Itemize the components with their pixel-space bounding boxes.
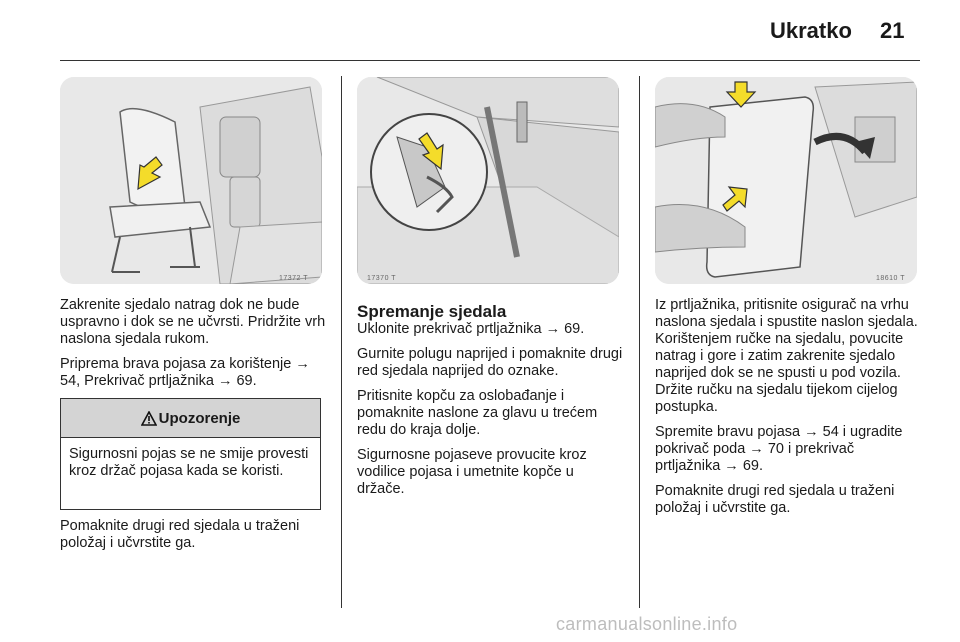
paragraph: Zakrenite sjedalo natrag dok ne bude uspravno i dok se ne učvrsti. Pridržite vrh naslona sjedala rukom.: [60, 297, 326, 347]
paragraph: Spremite bravu pojasa → 54 i ugradite pokrivač poda → 70 i prekrivač prtljažnika → 69.: [655, 424, 903, 474]
column-2: [357, 302, 625, 506]
figure-id: 17370 T: [367, 275, 397, 282]
warning-triangle-icon: [141, 411, 157, 426]
column-divider: [639, 76, 640, 608]
paragraph: Priprema brava pojasa za korištenje → 54, Prekrivač prtljažnika → 69.: [60, 356, 310, 389]
figure-belt-buckle: [357, 77, 619, 284]
watermark: carmanualsonline.info: [556, 614, 738, 634]
paragraph: Pomaknite drugi red sjedala u traženi položaj i učvrstite ga.: [60, 518, 300, 551]
warning-title: Upozorenje: [158, 409, 241, 427]
column-3: [655, 297, 921, 525]
column-divider: [341, 76, 342, 608]
warning-box: [60, 398, 321, 510]
figure-seat-stowing: [655, 77, 917, 284]
warning-text: Sigurnosni pojas se ne smije provesti kroz držač pojasa kada se koristi.: [69, 446, 309, 479]
figure-id: 17372 T: [278, 275, 308, 282]
page-number: 21: [880, 18, 905, 43]
paragraph: Pomaknite drugi red sjedala u traženi položaj i učvrstite ga.: [655, 483, 895, 516]
paragraph: Sigurnosne pojaseve provucite kroz vodilice pojasa i umetnite kopče u držače.: [357, 447, 587, 497]
section-heading: Spremanje sjedala: [357, 302, 507, 321]
page-title: Ukratko: [770, 18, 852, 43]
warning-header: [61, 399, 320, 438]
figure-seat-upright: [60, 77, 322, 284]
paragraph: Uklonite prekrivač prtljažnika → 69.: [357, 321, 585, 337]
paragraph: Gurnite polugu naprijed i pomaknite drugi red sjedala naprijed do oznake.: [357, 346, 623, 379]
figure-id: 18610 T: [875, 275, 905, 282]
paragraph: Pritisnite kopču za oslobađanje i pomaknite naslone za glavu u trećem redu do kraja dolje.: [357, 388, 598, 438]
header-rule: [60, 60, 920, 61]
column-1-bottom: [60, 518, 326, 560]
column-1: [60, 297, 326, 398]
paragraph: Iz prtljažnika, pritisnite osigurač na vrhu naslona sjedala i spustite naslon sjedala. Korištenjem ručke na sjedalu, povucite natrag i gore i zatim zakrenite sjedalo naprijed dok se ne spusti u pod vozila. Držite ručku na sjedalu tijekom cijelog postupka.: [655, 297, 918, 415]
